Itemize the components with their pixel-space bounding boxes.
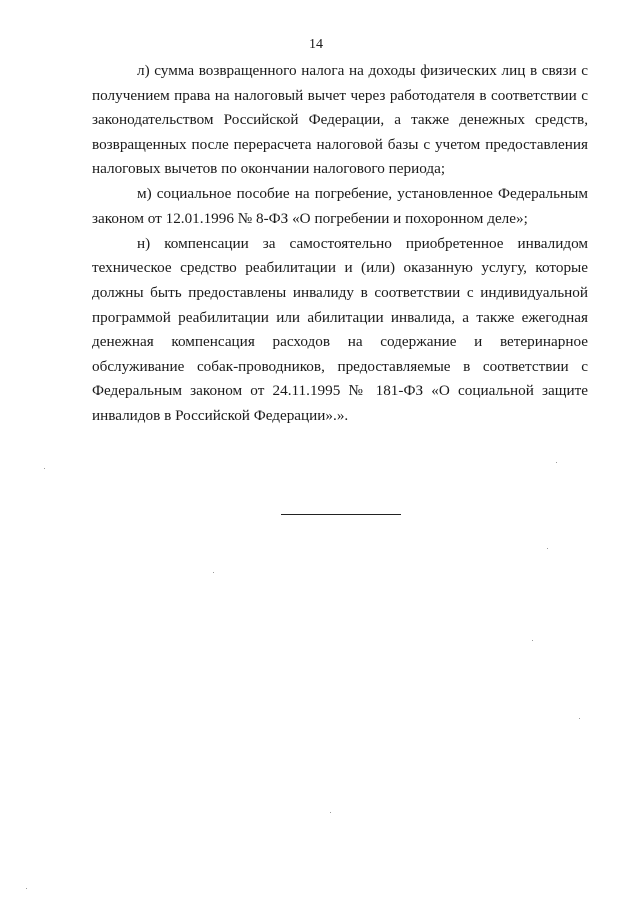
scan-speck bbox=[579, 718, 580, 719]
page-number: 14 bbox=[309, 37, 323, 52]
scan-speck bbox=[330, 812, 331, 813]
paragraph-n: н) компенсации за самостоятельно приобретенное инвалидом техническое средство реабилитации и (или) оказанную услугу, которые должны быть предоставлены инвалиду в соответствии с индивидуальной программой реабилитации или абилитации инвалида, а также ежегодная денежная компенсация расходов на содержание и ветеринарное обслуживание собак-проводников, предоставляемые в соответствии с Федеральным законом от 24.11.1995 № 181-ФЗ «О социальной защите инвалидов в Российской Федерации».». bbox=[92, 234, 588, 424]
scan-speck bbox=[213, 572, 214, 573]
scan-speck bbox=[556, 462, 557, 463]
scan-speck bbox=[547, 548, 548, 549]
paragraph-l: л) сумма возвращенного налога на доходы физических лиц в связи с получением права на налоговый вычет через работодателя в соответствии с законодательством Российской Федерации, а также денежных средств, возвращенных после перерасчета налоговой базы с учетом предоставления налоговых вычетов по окончании налогового периода; bbox=[92, 62, 588, 178]
scan-speck bbox=[26, 888, 27, 889]
paragraph-m: м) социальное пособие на погребение, установленное Федеральным законом от 12.01.1996 № 8-ФЗ «О погребении и похоронном деле»; bbox=[92, 185, 588, 227]
scan-speck bbox=[44, 468, 45, 469]
closing-separator-line bbox=[281, 514, 401, 515]
document-body bbox=[92, 59, 588, 429]
scan-speck bbox=[532, 640, 533, 641]
